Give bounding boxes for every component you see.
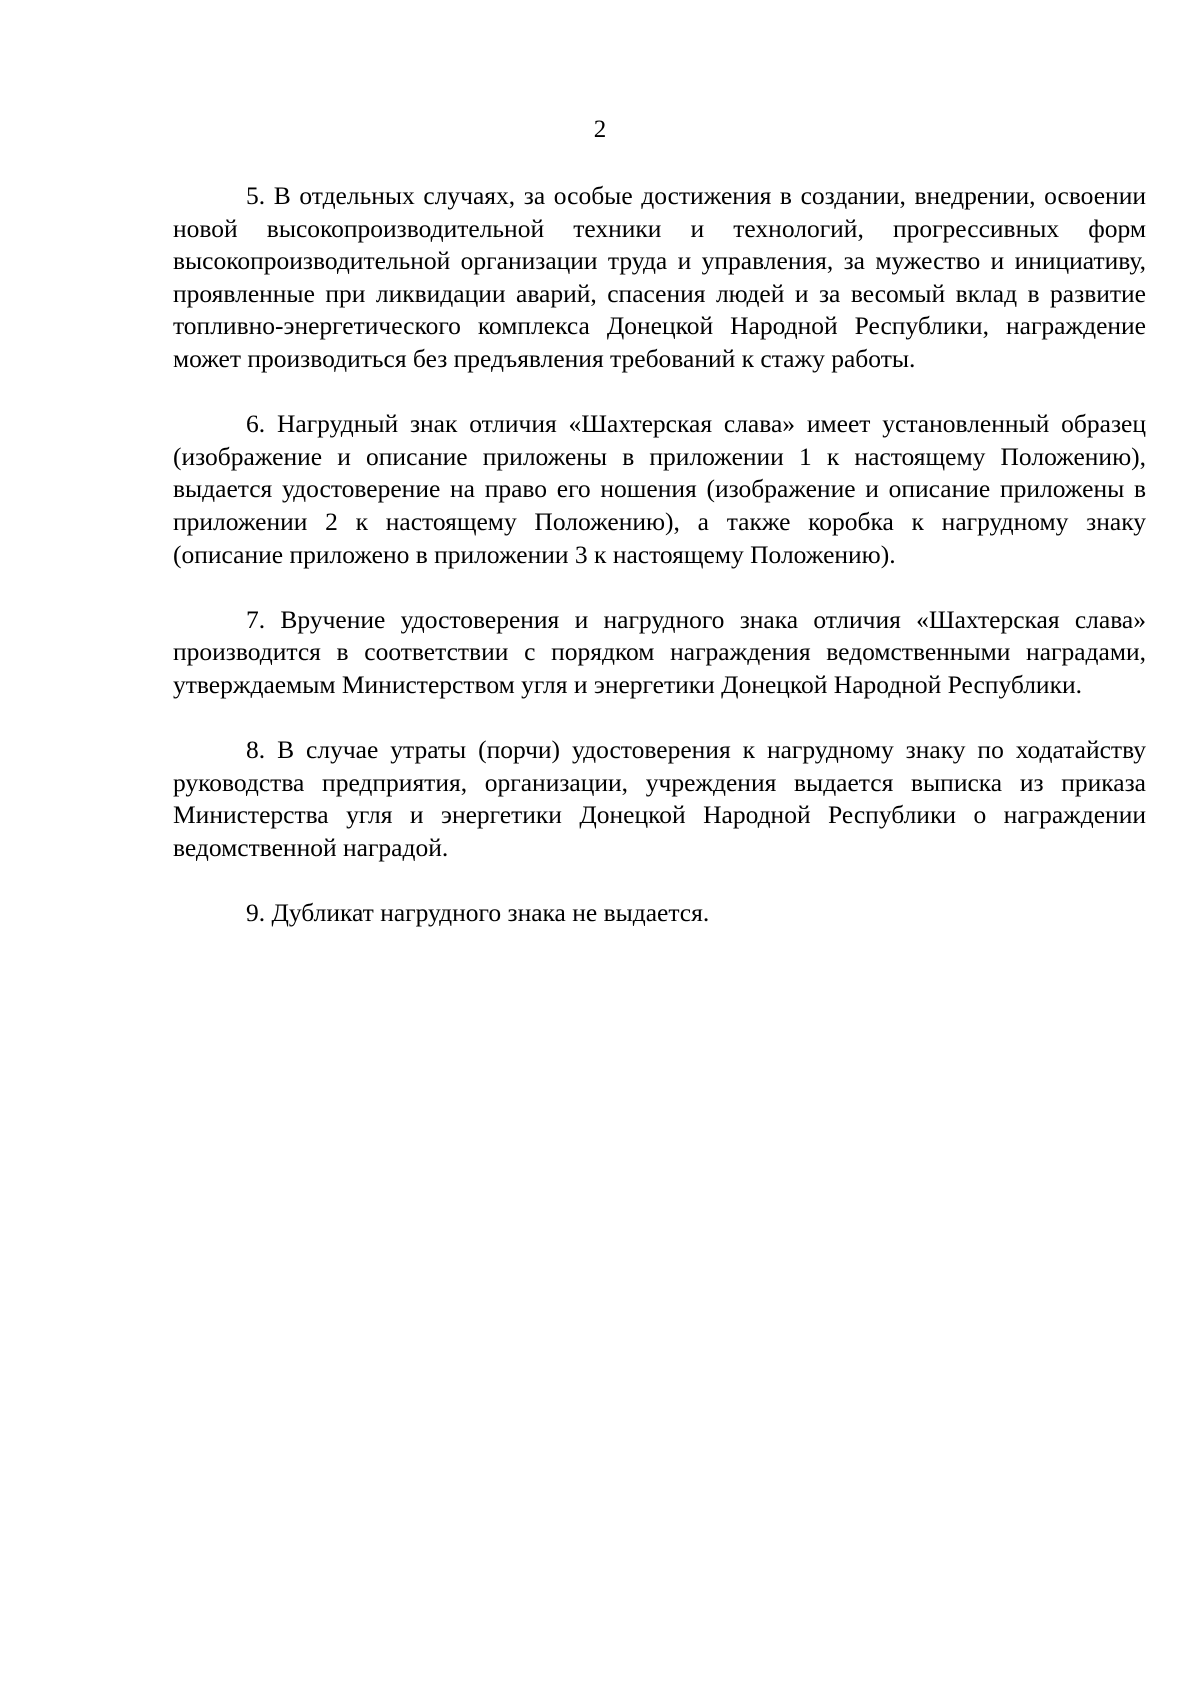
paragraph-5: [173, 180, 1146, 376]
paragraph-number: 6.: [246, 409, 266, 439]
document-body: [173, 180, 1146, 962]
paragraph-number: 5.: [246, 181, 266, 210]
paragraph-8: [173, 734, 1146, 864]
paragraph-text: Нагрудный знак отличия «Шахтерская слава» имеет установленный образец (изображение и описание приложены в приложении 1 к настоящему Положению), выдается удостоверение на право его ношения (изображение и описание приложены в приложении 2 к настоящему Положению), а также коробка к нагрудному знаку (описание приложено в приложении 3 к настоящему Положению).: [173, 409, 1146, 569]
paragraph-7: [173, 604, 1146, 702]
paragraph-text: В отдельных случаях, за особые достижения в создании, внедрении, освоении новой высокопроизводительной техники и технологий, прогрессивных форм высокопроизводительной организации труда и управления, за мужество и инициативу, проявленные при ликвидации аварий, спасения людей и за весомый вклад в развитие топливно-энергетического комплекса Донецкой Народной Республики, награждение может производиться без предъявления требований к стажу работы.: [173, 181, 1147, 373]
paragraph-number: 9.: [246, 898, 266, 928]
paragraph-6: [173, 408, 1146, 571]
paragraph-text: Дубликат нагрудного знака не выдается.: [271, 898, 710, 928]
paragraph-number: 7.: [246, 604, 266, 634]
paragraph-text: Вручение удостоверения и нагрудного знака отличия «Шахтерская слава» производится в соответствии с порядком награждения ведомственными наградами, утверждаемым Министерством угля и энергетики Донецкой Народной Республики.: [173, 604, 1146, 699]
paragraph-number: 8.: [246, 735, 266, 765]
paragraph-9: [173, 897, 1146, 930]
paragraph-text: В случае утраты (порчи) удостоверения к нагрудному знаку по ходатайству руководства предприятия, организации, учреждения выдается выписка из приказа Министерства угля и энергетики Донецкой Народной Республики о награждении ведомственной наградой.: [173, 735, 1146, 862]
page-number: 2: [593, 116, 607, 143]
